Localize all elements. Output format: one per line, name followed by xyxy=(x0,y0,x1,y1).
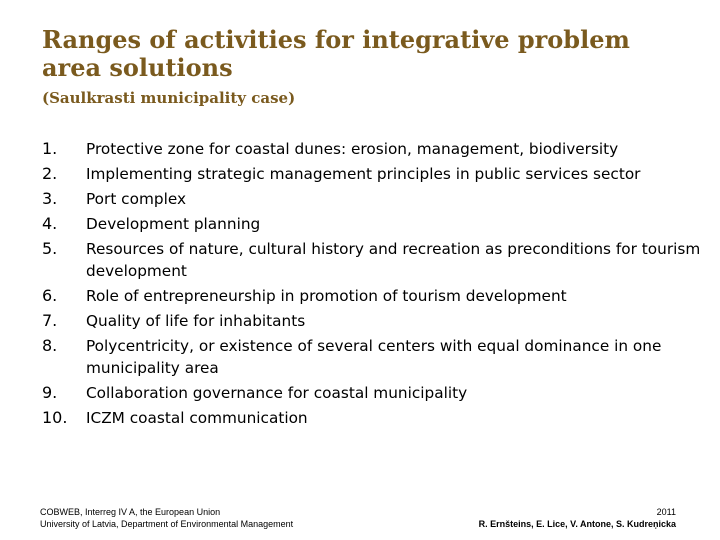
list-item-text: Port complex xyxy=(86,190,187,208)
list-item-text: Protective zone for coastal dunes: erosion, management, biodiversity xyxy=(86,140,619,158)
list-item-number: 2. xyxy=(42,164,58,183)
list-item-text: Quality of life for inhabitants xyxy=(86,312,306,330)
list-item-number: 10. xyxy=(42,408,68,427)
list-item xyxy=(42,310,702,332)
slide-title-line-2: area solutions xyxy=(42,53,233,82)
slide-title xyxy=(42,26,702,82)
list-item-number: 9. xyxy=(42,383,58,402)
list-item xyxy=(42,213,702,235)
activity-list xyxy=(42,138,702,432)
footer-authors: R. Ernšteins, E. Lice, V. Antone, S. Kudreņicka xyxy=(478,519,676,529)
list-item-number: 6. xyxy=(42,286,58,305)
list-item-text: Role of entrepreneurship in promotion of tourism development xyxy=(86,287,567,305)
list-item-number: 8. xyxy=(42,336,58,355)
list-item xyxy=(42,188,702,210)
footer-department-line: University of Latvia, Department of Environmental Management xyxy=(40,519,294,529)
list-item-number: 7. xyxy=(42,311,58,330)
list-item-text: Development planning xyxy=(86,215,261,233)
list-item-number: 1. xyxy=(42,139,58,158)
list-item xyxy=(42,163,702,185)
list-item xyxy=(42,382,702,404)
footer-project-info xyxy=(40,506,293,530)
slide-title-line-1: Ranges of activities for integrative problem xyxy=(42,25,630,54)
list-item xyxy=(42,335,702,379)
list-item-number: 3. xyxy=(42,189,58,208)
list-item-text: Collaboration governance for coastal municipality xyxy=(86,384,468,402)
list-item-number: 5. xyxy=(42,239,58,258)
list-item xyxy=(42,138,702,160)
list-item xyxy=(42,407,702,429)
list-item-text: ICZM coastal communication xyxy=(86,409,308,427)
footer-year: 2011 xyxy=(656,507,676,517)
footer-project-line: COBWEB, Interreg IV A, the European Union xyxy=(40,507,221,517)
footer-authors-info xyxy=(479,506,676,530)
list-item-text: Resources of nature, cultural history and recreation as preconditions for tourism development xyxy=(86,240,701,280)
list-item xyxy=(42,238,702,282)
list-item-number: 4. xyxy=(42,214,58,233)
list-item-text: Polycentricity, or existence of several centers with equal dominance in one municipality area xyxy=(86,337,662,377)
list-item xyxy=(42,285,702,307)
list-item-text: Implementing strategic management principles in public services sector xyxy=(86,165,641,183)
slide-subtitle: (Saulkrasti municipality case) xyxy=(42,89,296,107)
